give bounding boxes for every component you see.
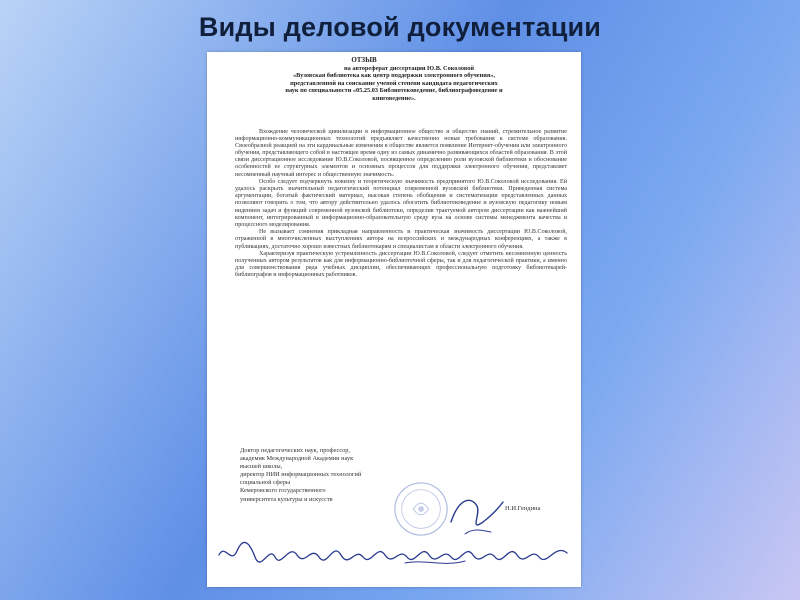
header-line: ОТЗЫВ (351, 56, 377, 64)
signer-line: высшей школы, (240, 463, 283, 471)
signer-name: Н.И.Гендина (505, 505, 541, 512)
signer-line: академик Международной Академии наук (240, 455, 354, 463)
body-paragraph: Особо следует подчеркнуть новизну и теоретическую значимость предпринятого Ю.В.Соколовой исследования. Ей удалось раскрыть значительный педагогический потенциал современной вузовской библиотеки. Приведенная система аргументации, богатый фактический материал, высокая степень обобщения и систематизации представленных данных позволяют говорить о том, что автору действительно удалось обогатить библиотековедение и вузовскую педагогику новым видением задач и функций современной вузовской библиотеки, определив трактуемой автором диссертации как важнейший компонент, интегрированный в информационно-образовательную среду вуза на основе системы менеджмента качества и процессного моделирования. (235, 179, 567, 228)
signer-line: директор НИИ информационных технологий (240, 471, 362, 479)
header-line: «Вузовская библиотека как центр поддержки электронного обучения», (293, 72, 495, 80)
header-line: книговедение». (372, 94, 416, 102)
header-line: наук по специальности «05.25.03 Библиотековедение, библиографоведение и (285, 87, 503, 95)
document-page (207, 52, 581, 587)
header-line: представленной на соискание ученой степени кандидата педагогических (290, 79, 498, 87)
stamp-seal-icon (392, 480, 450, 538)
body-paragraph: Вхождение человеческой цивилизации в информационное общество и общество знаний, стремительное развитие информационно-коммуникационных технологий предъявляет качественно новые требования к системе образования. Своеобразной реакцией на эти кардинальные изменения в обществе является появление Интернет-обучения или электронного обучения, представляющего собой в настоящее время одну из самых динамично развивающихся областей образования. В этой связи диссертационное исследование Ю.В.Соколовой, посвященное определению роли вузовской библиотеки и обоснование особенностей ее структурных элементов и основных процессов для поддержки электронного обучения, представляет несомненный научный интерес и общественную значимость. (235, 129, 567, 178)
signer-line: социальной сферы (240, 479, 291, 487)
handwritten-certification (215, 535, 575, 571)
signature-mark (447, 492, 507, 538)
document-body (235, 129, 567, 280)
body-paragraph: Характеризуя практическую устремленность диссертации Ю.В.Соколовой, следует отметить несомненную ценность полученных автором результатов как для информационно-библиотечной сферы, так и для педагогической практики, а именно для совершенствования ряда учебных дисциплин, обеспечивающих профессиональную подготовку библиотекарей-библиографов и информационных работников. (235, 251, 567, 279)
slide-title: Виды деловой документации (198, 12, 602, 42)
header-line: на автореферат диссертации Ю.В. Соколовой (343, 64, 475, 72)
signer-line: Доктор педагогических наук, профессор, (240, 447, 350, 454)
signer-line: Кемеровского государственного (240, 487, 326, 495)
body-paragraph: Не вызывает сомнения прикладная направленность и практическая значимость диссертации Ю.В.Соколовой, отраженной в многочисленных выступлениях автора на всероссийских и международных конференциях, а также в публикациях, достаточно хорошо известных библиотекарям и специалистам в области электронного обучения. (235, 229, 567, 250)
document-header (207, 57, 581, 103)
signer-line: университета культуры и искусств (240, 495, 333, 503)
